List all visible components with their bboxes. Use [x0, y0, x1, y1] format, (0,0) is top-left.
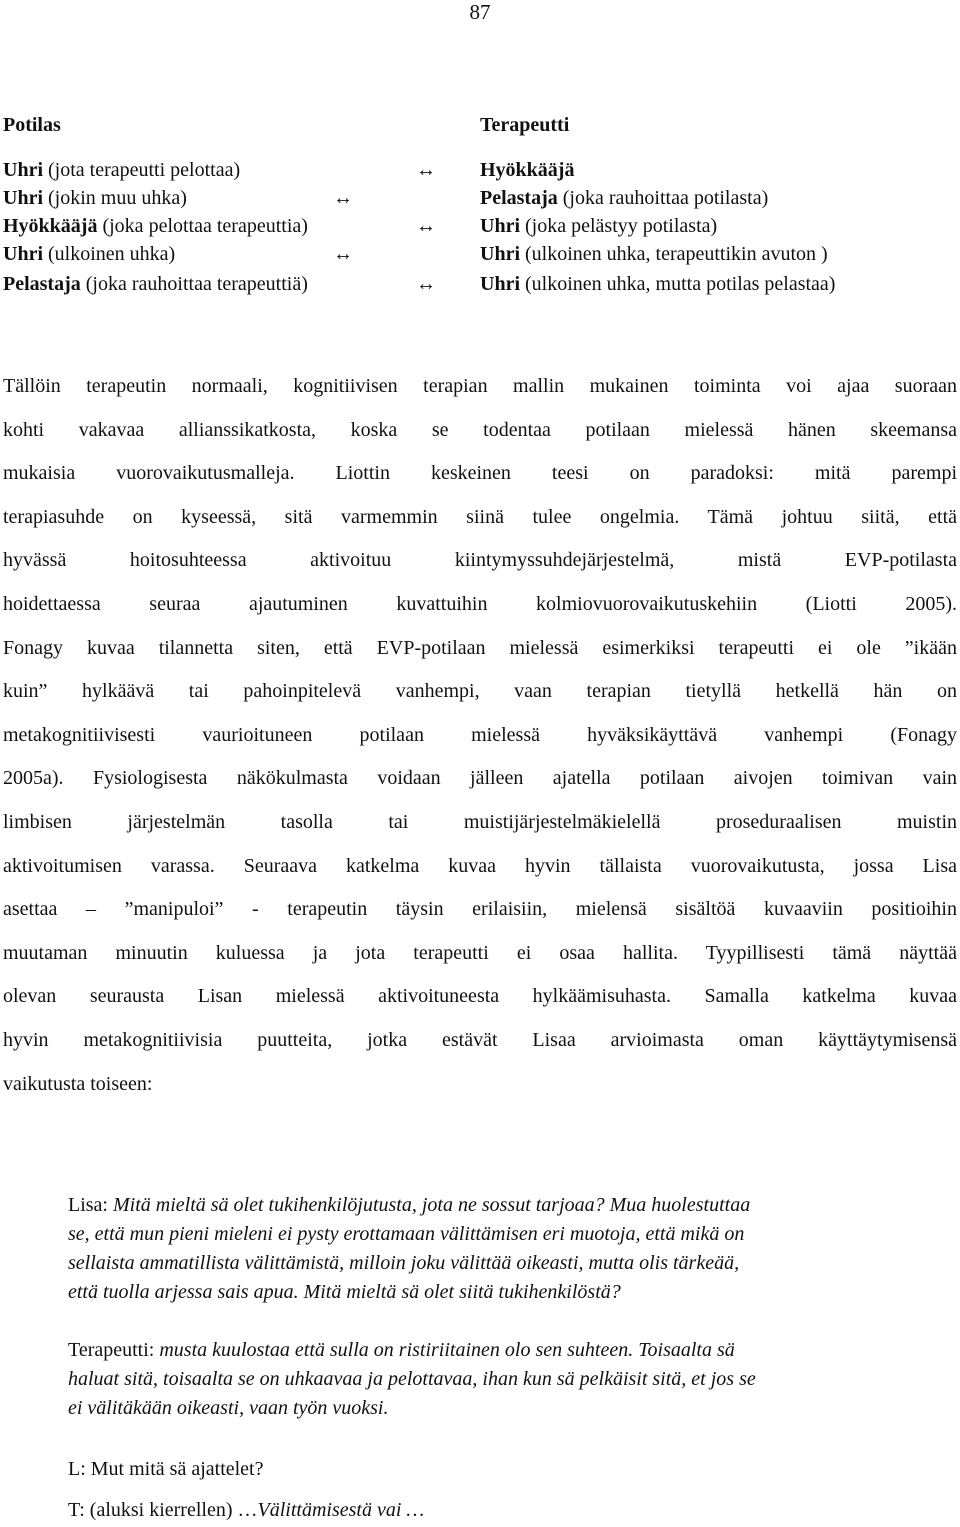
- therapist-role: Uhri (ulkoinen uhka, mutta potilas pelastaa): [480, 273, 836, 295]
- body-line: limbisen järjestelmän tasolla tai muistijärjestelmäkielellä proseduraalisen muistin: [3, 810, 957, 833]
- speaker-label: Terapeutti:: [68, 1339, 160, 1361]
- dialogue-l: [68, 1455, 948, 1484]
- therapist-role: Pelastaja (joka rauhoittaa potilasta): [480, 187, 769, 209]
- page-number: 87: [469, 0, 491, 24]
- dialogue-line: L: Mut mitä sä ajattelet?: [68, 1458, 264, 1480]
- dialogue-therapist: [68, 1336, 948, 1423]
- dialogue-line: sellaista ammatillista välittämistä, milloin joku välittää oikeasti, mutta olis tärkeää,: [68, 1252, 740, 1274]
- body-line: muutaman minuutin kuluessa ja jota terapeutti ei osaa hallita. Tyypillisesti tämä näyttää: [3, 941, 957, 964]
- therapist-header: Terapeutti: [480, 114, 570, 136]
- bidirectional-arrow-icon: ↔: [416, 215, 436, 237]
- dialogue-line: että tuolla arjessa sais apua. Mitä mieltä sä olet siitä tukihenkilöstä?: [68, 1281, 621, 1303]
- dialogue-line: haluat sitä, toisaalta se on uhkaavaa ja pelottavaa, ihan kun sä pelkäisit sitä, et jos se: [68, 1368, 756, 1390]
- dialogue-line: T: (aluksi kierrellen) …Välittämisestä vai …: [68, 1499, 425, 1521]
- therapist-role: Uhri (ulkoinen uhka, terapeuttikin avuton ): [480, 243, 828, 265]
- dialogue-line: ei välitäkään oikeasti, vaan työn vuoksi.: [68, 1397, 389, 1419]
- patient-header: Potilas: [3, 114, 61, 136]
- body-paragraph: [3, 365, 957, 1106]
- patient-role: Hyökkääjä (joka pelottaa terapeuttia): [3, 215, 308, 237]
- dialogue-lisa: [68, 1191, 948, 1307]
- dialogue-line: Terapeutti: musta kuulostaa että sulla on ristiriitainen olo sen suhteen. Toisaalta sä: [68, 1339, 735, 1361]
- bidirectional-arrow-icon: ↔: [416, 159, 436, 181]
- dialogue-line: Lisa: Mitä mieltä sä olet tukihenkilöjutusta, jota ne sossut tarjoaa? Mua huolestuttaa: [68, 1194, 751, 1216]
- patient-role: Uhri (jota terapeutti pelottaa): [3, 159, 241, 181]
- body-line: terapiasuhde on kyseessä, sitä varmemmin siinä tulee ongelmia. Tämä johtuu siitä, että: [3, 505, 957, 528]
- body-line: Tällöin terapeutin normaali, kognitiivisen terapian mallin mukainen toiminta voi ajaa suoraan: [3, 375, 957, 397]
- bidirectional-arrow-icon: ↔: [333, 243, 353, 265]
- body-line: kohti vakavaa allianssikatkosta, koska se todentaa potilaan mielessä hänen skeemansa: [3, 418, 957, 441]
- bidirectional-arrow-icon: ↔: [416, 273, 436, 295]
- speaker-label: Lisa:: [68, 1194, 113, 1216]
- body-line: vaikutusta toiseen:: [3, 1072, 153, 1095]
- body-line: metakognitiivisesti vaurioituneen potilaan mielessä hyväksikäyttävä vanhempi (Fonagy: [3, 723, 957, 746]
- dialogue-t: [68, 1496, 948, 1525]
- patient-role: Uhri (ulkoinen uhka): [3, 243, 176, 265]
- bidirectional-arrow-icon: ↔: [333, 187, 353, 209]
- body-line: hyvässä hoitosuhteessa aktivoituu kiintymyssuhdejärjestelmä, mistä EVP-potilasta: [3, 549, 957, 572]
- patient-role: Uhri (jokin muu uhka): [3, 187, 187, 209]
- body-line: mukaisia vuorovaikutusmalleja. Liottin keskeinen teesi on paradoksi: mitä parempi: [3, 462, 957, 485]
- body-line: hoidettaessa seuraa ajautuminen kuvattuihin kolmiovuorovaikutuskehiin (Liotti 2005).: [3, 592, 957, 615]
- body-line: 2005a). Fysiologisesta näkökulmasta voidaan jälleen ajatella potilaan aivojen toimivan vain: [3, 767, 957, 790]
- body-line: olevan seurausta Lisan mielessä aktivoituneesta hylkäämisuhasta. Samalla katkelma kuvaa: [3, 985, 957, 1008]
- therapist-role: Uhri (joka pelästyy potilasta): [480, 215, 718, 237]
- patient-role: Pelastaja (joka rauhoittaa terapeuttiä): [3, 273, 308, 295]
- therapist-role: Hyökkääjä: [480, 159, 575, 181]
- body-line: kuin” hylkäävä tai pahoinpitelevä vanhempi, vaan terapian tietyllä hetkellä hän on: [3, 680, 957, 703]
- body-line: aktivoitumisen varassa. Seuraava katkelma kuvaa hyvin tällaista vuorovaikutusta, jossa Lisa: [3, 854, 957, 877]
- dialogue-line: se, että mun pieni mieleni ei pysty erottamaan välittämisen eri muotoja, että mikä on: [68, 1223, 745, 1245]
- body-line: hyvin metakognitiivisia puutteita, jotka estävät Lisaa arvioimasta oman käyttäytymisensä: [3, 1028, 957, 1051]
- body-line: Fonagy kuvaa tilannetta siten, että EVP-potilaan mielessä esimerkiksi terapeutti ei ole ”ikään: [3, 636, 957, 659]
- body-line: asettaa – ”manipuloi” - terapeutin täysin erilaisiin, mielensä sisältöä kuvaaviin positioihin: [3, 898, 957, 921]
